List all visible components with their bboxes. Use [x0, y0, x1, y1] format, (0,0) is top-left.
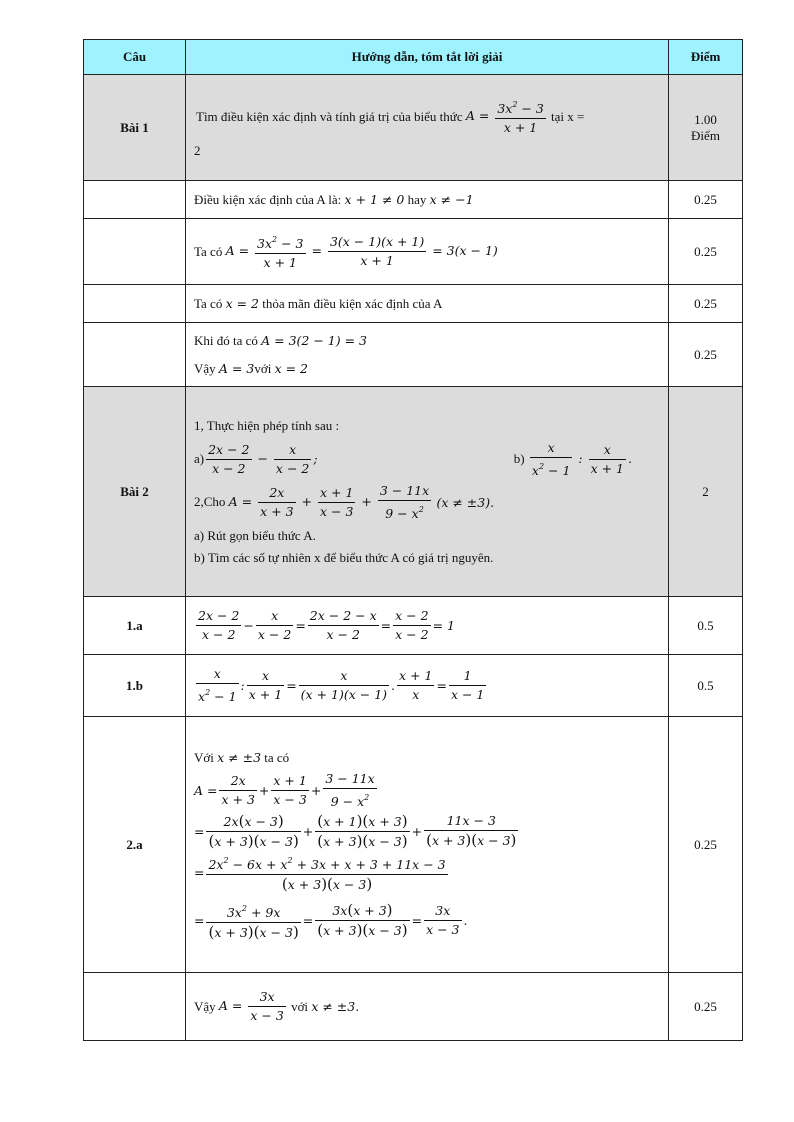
- header-cau: Câu: [84, 40, 186, 75]
- bai2-problem: 1, Thực hiện phép tính sau : a) $\frac{2x - 2}{x - 2}$ − $\frac{x}{x - 2}$ ; b) $\frac{x}{x^2 - 1}$ : $\frac{x}{x + 1}$ . 2,Cho A = $\frac{2x}{x + 3}$ + $\frac{x + 1}{x - 3}$ + $\frac{3 - 11x}{9 - x^2}$ (x ≠ ±3). a) Rút gọn biểu thức A. b) Tìm các số tự nhiên x để biểu thức A có giá trị nguyên.: [186, 387, 669, 597]
- row-1b: [84, 655, 743, 717]
- bai1-step1-points: 0.25: [669, 181, 743, 219]
- row-1a: [84, 597, 743, 655]
- row-1a-label: 1.a: [84, 597, 186, 655]
- bai1-step4-points: 0.25: [669, 323, 743, 387]
- bai2-label: Bài 2: [84, 387, 186, 597]
- row-2a: [84, 717, 743, 973]
- row-2a-points: 0.25: [669, 717, 743, 973]
- row-final-content: Vậy A = $\frac{3x}{x - 3}$ với x ≠ ±3.: [186, 973, 669, 1041]
- bai1-points: 1.00 Điểm: [669, 75, 743, 181]
- header-huong-dan: Hướng dẫn, tóm tắt lời giải: [186, 40, 669, 75]
- bai1-expr: A = $\frac{3x^2 - 3}{x + 1}$: [466, 96, 548, 137]
- bai1-step2: Ta có A = $\frac{3x^2 - 3}{x + 1}$ = $\frac{3(x - 1)(x + 1)}{x + 1}$ = 3(x − 1): [186, 219, 669, 285]
- row-1a-content: 2x − 2 x − 2 − x x − 2 = 2x − 2 − x x − 2 = x − 2 x − 2 = 1: [186, 597, 669, 655]
- bai1-step1: Điều kiện xác định của A là: x + 1 ≠ 0 hay x ≠ −1: [186, 181, 669, 219]
- header-row: [84, 40, 743, 75]
- row-2a-content: Với x ≠ ±3 ta có A = 2x x + 3 + x + 1 x − 3 + 3 − 11x $9 - x^2$ = 2x(x − 3) (x + 3)(x − 3) + (x + 1)(x + 3) (x + 3)(x − 3) + 11x − 3 (x + 3)(x − 3) = $2x^2 - 6x + x^2 + 3x + x + 3 + 11x - 3$ (x + 3)(x − 3) = $3x^2 + 9x$ (x + 3)(x − 3) = 3x(x + 3) (x + 3)(x − 3) = 3x x − 3 .: [186, 717, 669, 973]
- bai1-step3-row: [84, 285, 743, 323]
- header-diem: Điểm: [669, 40, 743, 75]
- bai1-problem: [186, 75, 669, 181]
- bai1-step1-row: [84, 181, 743, 219]
- bai1-row: [84, 75, 743, 181]
- bai1-step2-points: 0.25: [669, 219, 743, 285]
- bai1-problem-suffix: tại x =: [551, 108, 585, 124]
- bai1-step3: Ta có x = 2 thỏa mãn điều kiện xác định của A: [186, 285, 669, 323]
- solution-table: [83, 39, 743, 1041]
- row-1b-points: 0.5: [669, 655, 743, 717]
- bai1-step3-points: 0.25: [669, 285, 743, 323]
- row-1b-label: 1.b: [84, 655, 186, 717]
- bai1-label: Bài 1: [84, 75, 186, 181]
- bai2-row: [84, 387, 743, 597]
- bai2-points: 2: [669, 387, 743, 597]
- bai1-step4: Khi đó ta có A = 3(2 − 1) = 3 Vậy A = 3với x = 2: [186, 323, 669, 387]
- bai1-step4-row: [84, 323, 743, 387]
- row-2a-label: 2.a: [84, 717, 186, 973]
- row-final-points: 0.25: [669, 973, 743, 1041]
- row-1a-points: 0.5: [669, 597, 743, 655]
- bai1-step2-row: [84, 219, 743, 285]
- bai1-problem-value: 2: [194, 143, 201, 158]
- bai1-problem-prefix: Tìm điều kiện xác định và tính giá trị của biểu thức: [196, 108, 463, 124]
- row-1b-content: x $x^2 - 1$ : x x + 1 = x (x + 1)(x − 1) . x + 1 x = 1 x − 1: [186, 655, 669, 717]
- row-final: [84, 973, 743, 1041]
